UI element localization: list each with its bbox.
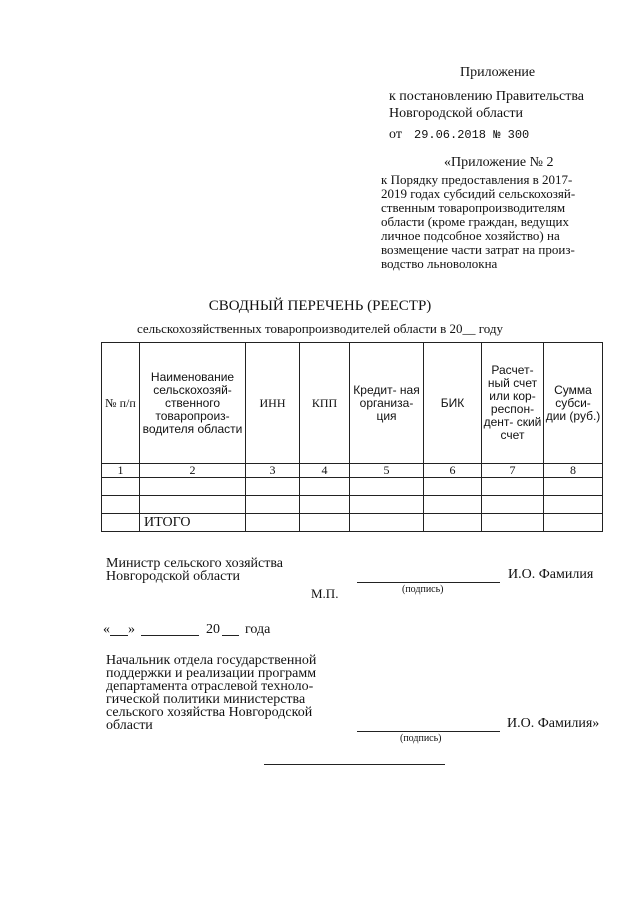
table-cell[interactable] xyxy=(102,478,140,496)
total-row xyxy=(102,514,603,532)
minister-signature-line[interactable] xyxy=(357,582,500,583)
column-number-cell: 5 xyxy=(350,464,424,478)
table-cell[interactable] xyxy=(424,496,482,514)
minister-position-line-2: Новгородской области xyxy=(106,569,240,584)
table-cell[interactable] xyxy=(482,496,544,514)
column-number-cell: 3 xyxy=(246,464,300,478)
header-number: № п/п xyxy=(102,343,140,464)
table-cell[interactable] xyxy=(424,478,482,496)
table-cell[interactable] xyxy=(424,514,482,532)
head-position-line-2: поддержки и реализации программ xyxy=(106,666,317,681)
table-cell[interactable] xyxy=(482,514,544,532)
appendix-title: Приложение xyxy=(460,65,536,80)
table-cell[interactable] xyxy=(102,496,140,514)
head-position-line-6: области xyxy=(106,718,153,733)
table-cell[interactable] xyxy=(300,514,350,532)
head-position-line-5: сельского хозяйства Новгородской xyxy=(106,705,313,720)
day-blank[interactable] xyxy=(110,635,128,636)
minister-name: И.О. Фамилия xyxy=(508,567,594,582)
table-cell[interactable] xyxy=(482,478,544,496)
header-credit-org: Кредит- ная организа- ция xyxy=(350,343,424,464)
column-number-cell: 7 xyxy=(482,464,544,478)
date-close-quote: » xyxy=(128,622,135,637)
table-cell[interactable] xyxy=(246,478,300,496)
stamp-label: М.П. xyxy=(311,586,339,601)
procedure-line-2: 2019 годах субсидий сельскохозяй- xyxy=(381,186,576,201)
total-label: ИТОГО xyxy=(140,514,246,532)
table-cell[interactable] xyxy=(140,478,246,496)
year-prefix: 20 xyxy=(206,622,220,637)
head-signature-caption: (подпись) xyxy=(400,733,442,744)
column-number-cell: 6 xyxy=(424,464,482,478)
procedure-title: «Приложение № 2 xyxy=(444,155,554,170)
procedure-line-6: возмещение части затрат на произ- xyxy=(381,242,575,257)
table-row xyxy=(102,478,603,496)
head-position-line-3: департамента отраслевой техноло- xyxy=(106,679,314,694)
header-subsidy-sum: Сумма субси- дии (руб.) xyxy=(544,343,603,464)
table-cell[interactable] xyxy=(350,496,424,514)
year-suffix: года xyxy=(245,622,271,637)
table-header-row xyxy=(102,343,603,464)
header-kpp: КПП xyxy=(300,343,350,464)
table-cell[interactable] xyxy=(544,478,603,496)
header-account: Расчет- ный счет или кор- респон- дент- ский счет xyxy=(482,343,544,464)
table-cell[interactable] xyxy=(246,496,300,514)
table-cell[interactable] xyxy=(140,496,246,514)
appendix-date-prefix: от xyxy=(389,127,402,142)
total-sum-cell[interactable] xyxy=(544,514,603,532)
appendix-line-1: к постановлению Правительства xyxy=(389,89,585,104)
column-number-cell: 4 xyxy=(300,464,350,478)
header-inn: ИНН xyxy=(246,343,300,464)
procedure-line-4: области (кроме граждан, ведущих xyxy=(381,214,570,229)
table-cell[interactable] xyxy=(544,496,603,514)
column-number-cell: 1 xyxy=(102,464,140,478)
minister-signature-caption: (подпись) xyxy=(402,584,444,595)
column-number-cell: 8 xyxy=(544,464,603,478)
table-cell[interactable] xyxy=(300,496,350,514)
procedure-line-3: ственным товаропроизводителям xyxy=(381,200,566,215)
table-cell[interactable] xyxy=(246,514,300,532)
document-subtitle: сельскохозяйственных товаропроизводителей области в 20__ году xyxy=(136,321,504,336)
month-blank[interactable] xyxy=(141,635,199,636)
table-cell[interactable] xyxy=(102,514,140,532)
head-signature-line[interactable] xyxy=(357,731,500,732)
procedure-line-5: личное подсобное хозяйство) на xyxy=(381,228,560,243)
procedure-line-7: водство льноволокна xyxy=(381,256,498,271)
table-cell[interactable] xyxy=(350,514,424,532)
head-position-line-4: гической политики министерства xyxy=(106,692,306,707)
appendix-date-value: 29.06.2018 № 300 xyxy=(414,128,530,142)
column-number-cell: 2 xyxy=(140,464,246,478)
column-number-row xyxy=(102,464,603,478)
head-position-line-1: Начальник отдела государственной xyxy=(106,653,317,668)
closing-separator-line xyxy=(264,764,445,765)
table-cell[interactable] xyxy=(300,478,350,496)
minister-position-line-1: Министр сельского хозяйства xyxy=(106,556,283,571)
table-cell[interactable] xyxy=(350,478,424,496)
header-bik: БИК xyxy=(424,343,482,464)
registry-table xyxy=(101,342,603,532)
year-blank[interactable] xyxy=(222,635,239,636)
appendix-line-2: Новгородской области xyxy=(389,106,523,121)
header-producer-name: Наименование сельскохозяй- ственного товаропроиз- водителя области xyxy=(140,343,246,464)
head-name: И.О. Фамилия» xyxy=(507,716,600,731)
document-title: СВОДНЫЙ ПЕРЕЧЕНЬ (РЕЕСТР) xyxy=(208,298,432,314)
procedure-line-1: к Порядку предоставления в 2017- xyxy=(381,172,573,187)
table-row xyxy=(102,496,603,514)
date-open-quote: « xyxy=(103,622,110,637)
